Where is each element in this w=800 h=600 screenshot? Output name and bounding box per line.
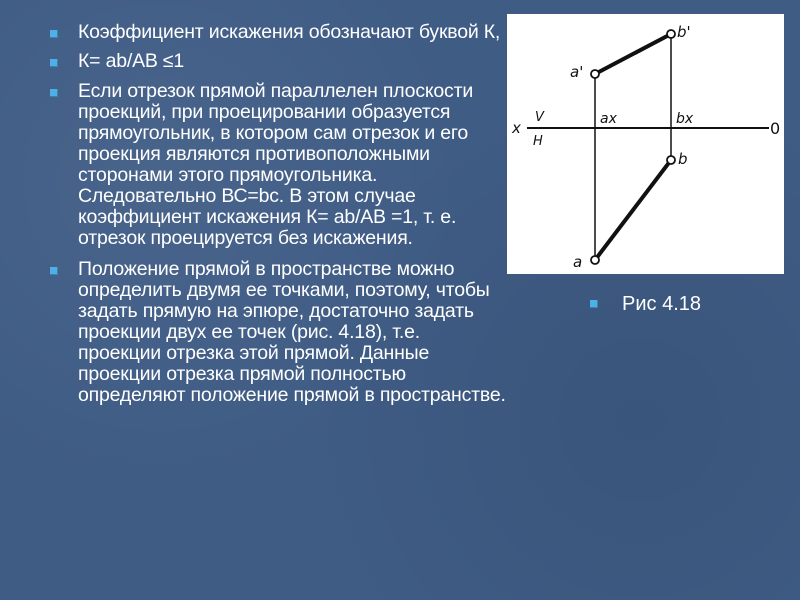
segment-a-b xyxy=(595,160,671,260)
point-a xyxy=(591,256,599,264)
square-bullet-icon xyxy=(50,267,58,275)
bullet-list xyxy=(44,22,506,406)
label-b-prime: b' xyxy=(677,23,691,41)
label-a-x: ax xyxy=(600,111,617,127)
projection-diagram xyxy=(507,14,784,274)
text-column xyxy=(44,22,506,414)
bullet-item xyxy=(44,22,506,43)
label-zero: 0 xyxy=(770,119,781,138)
figure-caption xyxy=(590,293,701,315)
figure-caption-text: Рис 4.18 xyxy=(622,293,701,315)
label-b: b xyxy=(678,150,688,168)
point-a-prime xyxy=(591,70,599,78)
bullet-text: Если отрезок прямой параллелен плоскости проекций, при проецировании образуется прямоугольник, в котором сам отрезок и его проекция являются противоположными сторонами этого прямоугольника. Следовательно ВС=bc. В этом случае коэффициент искажения К= ab/AB =1, т. е. отрезок проецируется без искажения. xyxy=(78,80,474,249)
square-bullet-icon xyxy=(590,300,598,308)
square-bullet-icon xyxy=(50,89,58,97)
bullet-text: Положение прямой в пространстве можно определить двумя ее точками, поэтому, чтобы задать прямую на эпюре, достаточно задать проекции двух ее точек (рис. 4.18), т.е. проекции отрезка этой прямой. Данные проекции отрезка прямой полностью определяют положение прямой в пространстве. xyxy=(78,258,506,406)
label-x: x xyxy=(512,119,521,137)
bullet-item xyxy=(44,51,506,72)
diagram-svg xyxy=(507,14,784,274)
bullet-text: К= ab/AB ≤1 xyxy=(78,50,185,72)
square-bullet-icon xyxy=(50,30,58,38)
bullet-text: Коэффициент искажения обозначают буквой К, xyxy=(78,21,501,43)
square-bullet-icon xyxy=(50,59,58,67)
bullet-item xyxy=(44,81,506,249)
point-b-prime xyxy=(667,30,675,38)
label-a-prime: a' xyxy=(570,63,584,81)
label-a: a xyxy=(573,253,583,271)
bullet-item xyxy=(44,259,506,406)
point-b xyxy=(667,156,675,164)
label-b-x: bx xyxy=(676,111,694,127)
label-h: H xyxy=(533,134,543,149)
label-v: V xyxy=(535,110,544,125)
segment-a-prime-b-prime xyxy=(595,34,671,74)
